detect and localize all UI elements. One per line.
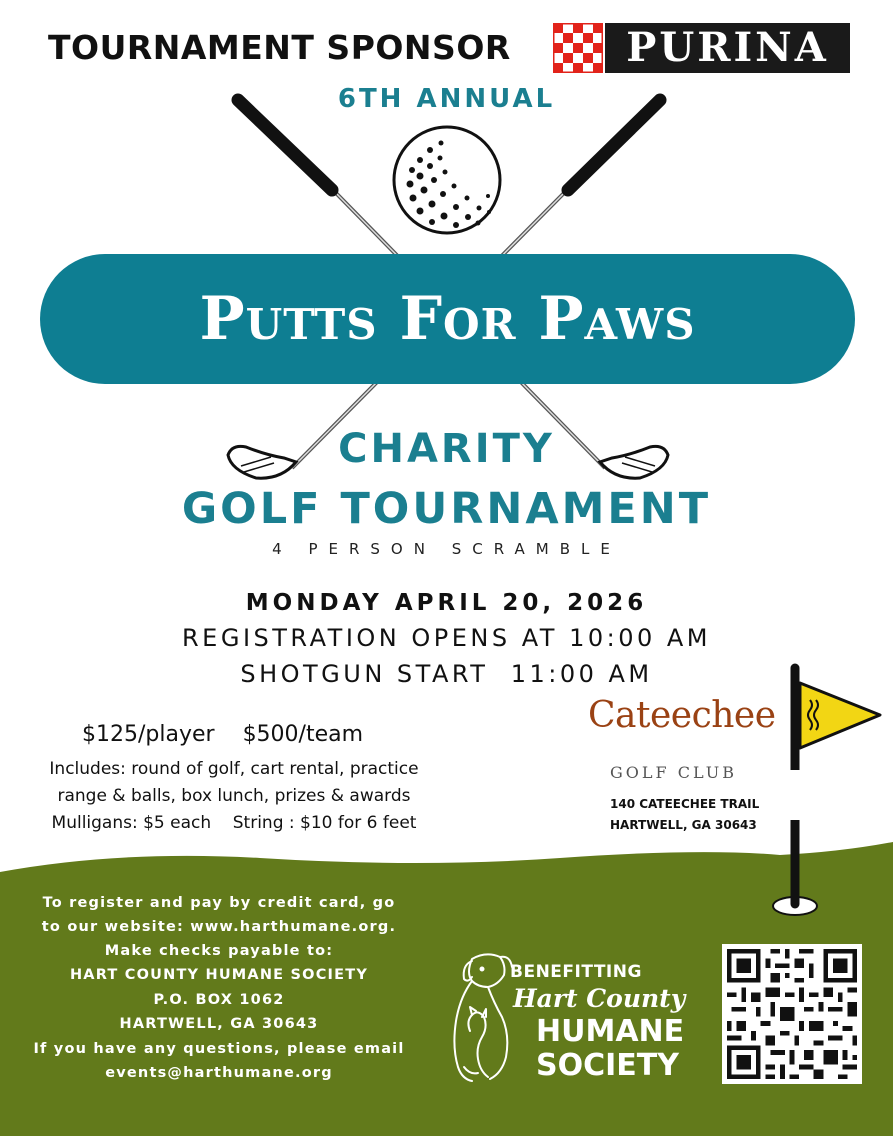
registration-info-line: If you have any questions, please email (33, 1041, 405, 1057)
format-label: 4 PERSON SCRAMBLE (272, 540, 621, 558)
subtitle-charity: CHARITY (338, 426, 555, 472)
qr-code-icon[interactable] (722, 944, 862, 1084)
venue-address-line: HARTWELL, GA 30643 (610, 818, 757, 832)
event-title: Putts For Paws (199, 284, 696, 354)
venue-address-line: 140 CATEECHEE TRAIL (610, 797, 760, 811)
registration-info-line: HARTWELL, GA 30643 (119, 1016, 319, 1032)
registration-info-line: events@harthumane.org (105, 1065, 333, 1081)
golf-flag-icon (790, 660, 890, 770)
registration-info-line: P.O. BOX 1062 (153, 992, 285, 1008)
beneficiary-name-line: SOCIETY (536, 1048, 679, 1083)
includes-line: range & balls, box lunch, prizes & awards (57, 786, 411, 806)
registration-time: REGISTRATION OPENS AT 10:00 AM (182, 624, 711, 652)
venue-logo: Cateechee (588, 695, 776, 736)
golf-ball-icon (394, 127, 500, 233)
price-per-team: $500/team (242, 722, 364, 747)
purina-logo: PURINA (605, 23, 850, 73)
registration-info-line: to our website: www.harthumane.org. (41, 919, 397, 935)
registration-info-line: Make checks payable to: (104, 943, 334, 959)
sponsor-label: TOURNAMENT SPONSOR (48, 28, 511, 67)
pricing (82, 722, 363, 747)
beneficiary-prefix: BENEFITTING (510, 962, 642, 982)
venue-subtitle: GOLF CLUB (610, 763, 737, 782)
registration-info-line: To register and pay by credit card, go (42, 895, 396, 911)
event-date: MONDAY APRIL 20, 2026 (245, 590, 648, 616)
subtitle-golf-tournament: GOLF TOURNAMENT (181, 484, 712, 534)
registration-info-line: HART COUNTY HUMANE SOCIETY (69, 967, 369, 983)
beneficiary-name-line: HUMANE (536, 1014, 685, 1049)
beneficiary-name-script: Hart County (513, 984, 686, 1013)
shotgun-start-time: SHOTGUN START 11:00 AM (240, 660, 653, 688)
includes-line: Includes: round of golf, cart rental, practice (49, 759, 419, 779)
price-per-player: $125/player (82, 722, 215, 747)
extras-line: Mulligans: $5 each String : $10 for 6 feet (51, 813, 417, 833)
edition-label: 6TH ANNUAL (337, 84, 556, 114)
